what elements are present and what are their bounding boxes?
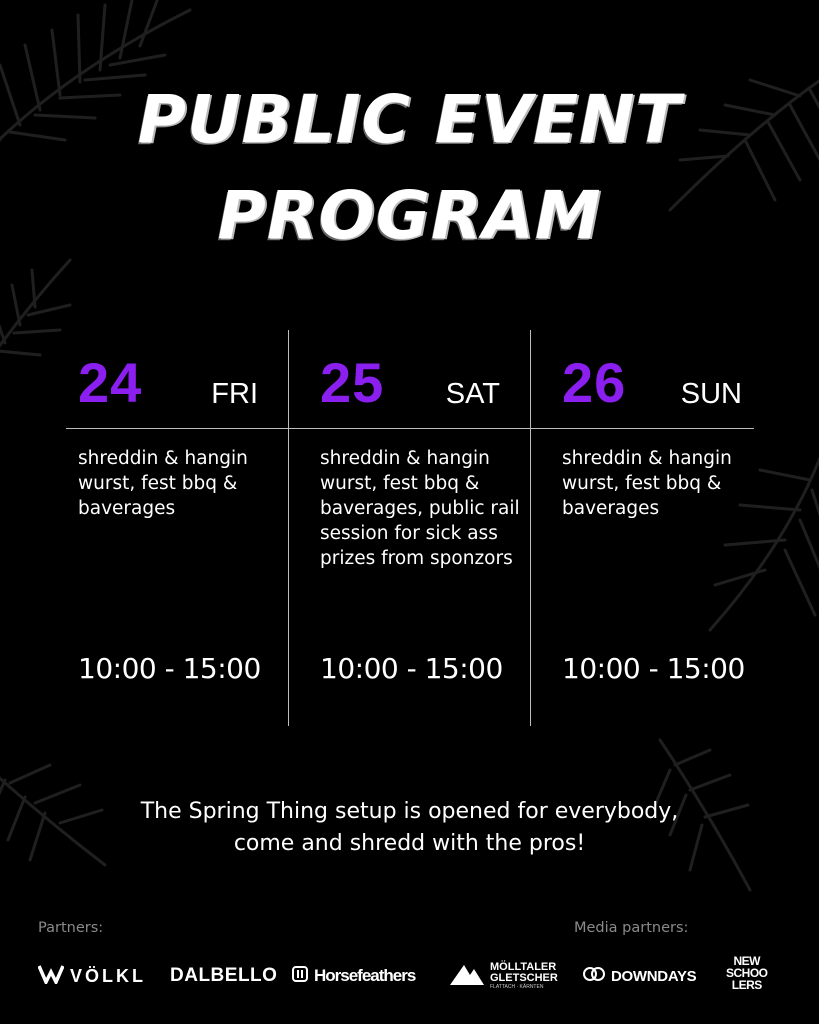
newschoolers-logo-line-1: NEW: [733, 954, 760, 968]
page-title: [0, 72, 819, 264]
downdays-logo: [583, 958, 696, 994]
downdays-logo-text: DOWNDAYS: [611, 967, 697, 985]
horsefeathers-logo-text: Horsefeathers: [314, 966, 416, 985]
title-line-1: PUBLIC EVENT: [137, 81, 682, 158]
volkl-logo: [38, 958, 146, 994]
molltaler-logo-icon: [450, 963, 484, 990]
day-name: FRI: [211, 378, 258, 410]
event-tagline: [0, 796, 819, 860]
volkl-logo-text: VÖLKL: [70, 965, 146, 986]
dalbello-logo-icon: DALBELLO: [170, 965, 278, 986]
day-date: 25: [320, 351, 385, 414]
day-time: 10:00 - 15:00: [78, 652, 261, 685]
media-partners-label: Media partners:: [574, 920, 689, 936]
newschoolers-logo-line-3: LERS: [731, 978, 762, 992]
molltaler-logo-subtext: FLATTACH · KÄRNTEN: [490, 984, 544, 990]
day-description: shreddin & hangin wurst, fest bbq & baverages, public rail session for sick ass prizes from sponzors: [320, 448, 520, 569]
schedule-day-saturday: [308, 330, 520, 726]
day-date: 26: [562, 351, 627, 414]
schedule-divider-1: [288, 330, 289, 726]
schedule-divider-2: [530, 330, 531, 726]
day-description: shreddin & hangin wurst, fest bbq & baverages: [562, 448, 732, 519]
tagline-line-1: The Spring Thing setup is opened for everybody,: [140, 799, 679, 824]
day-time: 10:00 - 15:00: [320, 652, 503, 685]
tagline-line-2: come and shredd with the pros!: [233, 831, 586, 856]
day-name: SUN: [680, 378, 742, 410]
newschoolers-logo-line-2: SCHOO: [726, 966, 768, 980]
day-description: shreddin & hangin wurst, fest bbq & baverages: [78, 448, 248, 519]
downdays-logo-icon: [583, 965, 605, 988]
schedule-day-friday: [66, 330, 266, 726]
horsefeathers-logo-icon: [292, 966, 308, 987]
dalbello-logo: [170, 958, 277, 994]
schedule-day-sunday: [550, 330, 750, 726]
volkl-logo-icon: [38, 964, 64, 989]
event-schedule: [66, 330, 754, 726]
day-time: 10:00 - 15:00: [562, 652, 745, 685]
molltaler-logo-text: MÖLLTALER GLETSCHER: [490, 961, 558, 984]
molltaler-logo: [450, 958, 560, 994]
day-date: 24: [78, 351, 143, 414]
partners-label: Partners:: [38, 920, 104, 936]
title-line-2: PROGRAM: [217, 177, 602, 254]
day-name: SAT: [445, 378, 500, 410]
horsefeathers-logo: [292, 958, 415, 994]
newschoolers-logo: [726, 955, 768, 991]
